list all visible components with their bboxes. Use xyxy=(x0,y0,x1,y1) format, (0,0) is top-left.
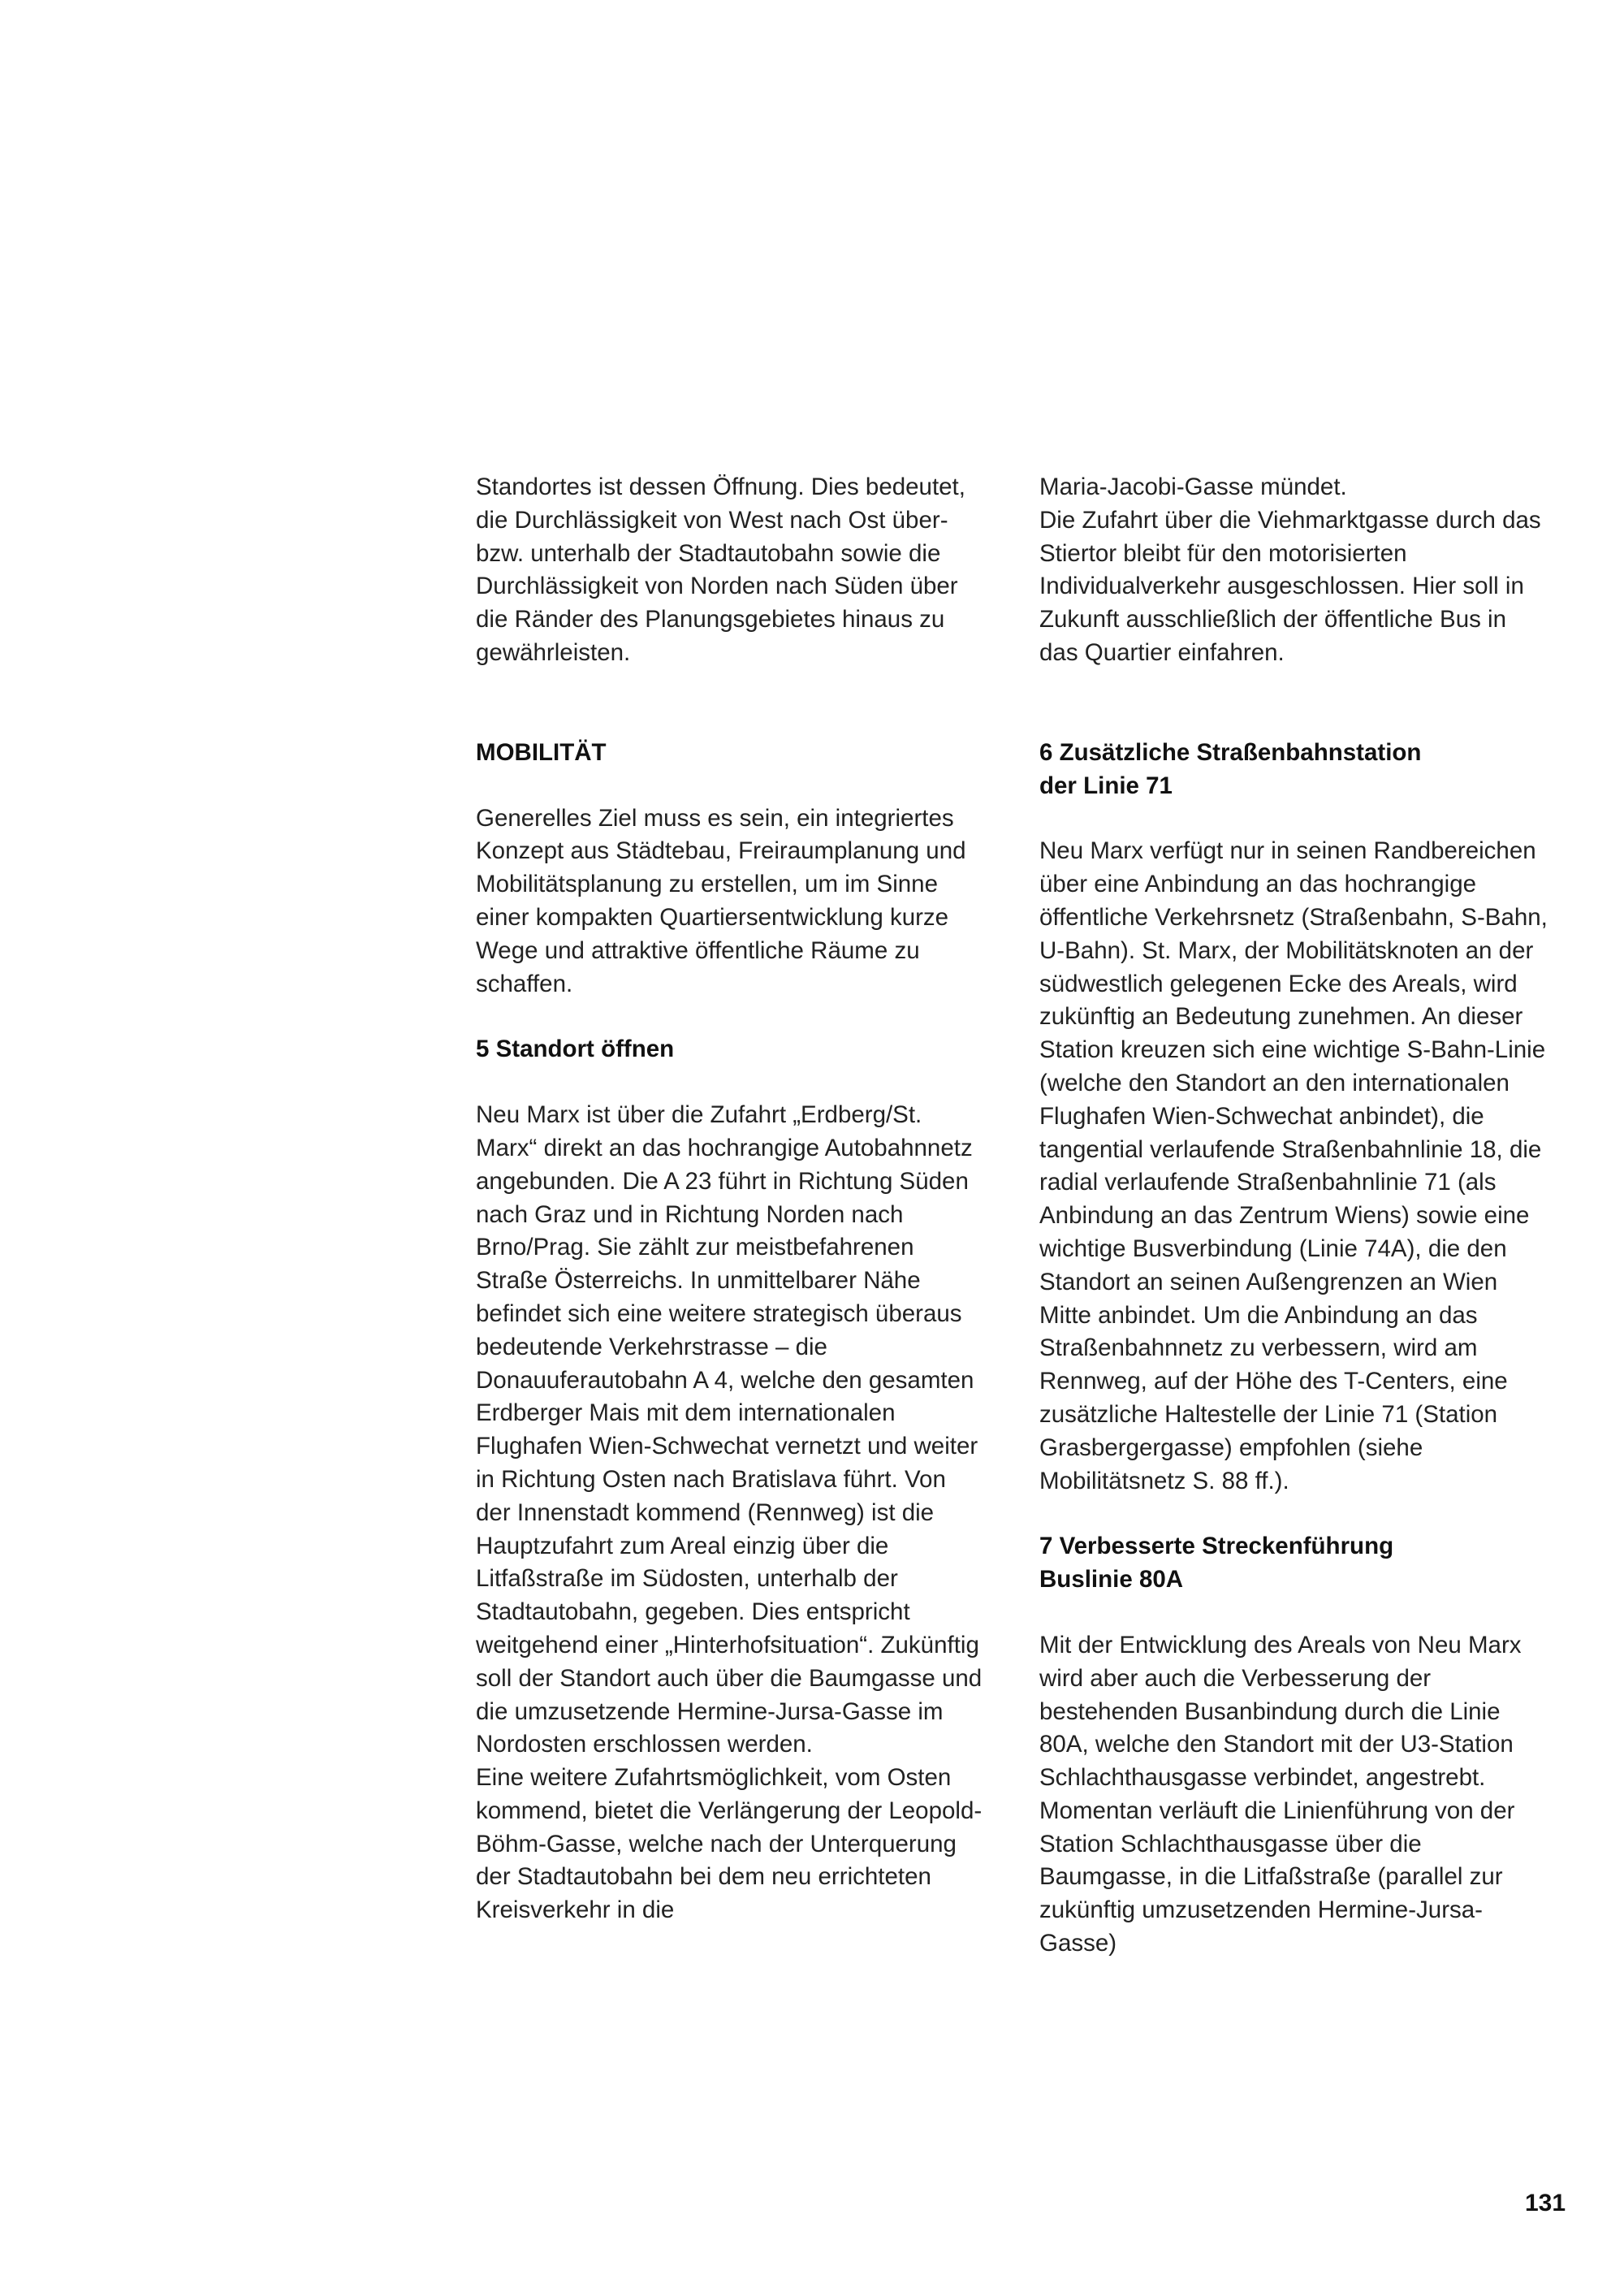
subsection-5-paragraph-1: Neu Marx ist über die Zufahrt „Erdberg/St. Marx“ direkt an das hochrangige Autobahnnetz angebunden. Die A 23 führt in Richtung Süden nach Graz und in Richtung Norden nach Brno/Prag. Sie zählt zur meistbefahrenen Straße Österreichs. In unmittelbarer Nähe befindet sich eine weitere strategisch überaus bedeutende Verkehrstrasse – die Donauuferautobahn A 4, welche den gesamten Erdberger Mais mit dem internationalen Flughafen Wien-Schwechat vernetzt und weiter in Richtung Osten nach Bratislava führt. Von der Innenstadt kommend (Rennweg) ist die Hauptzufahrt zum Areal einzig über die Litfaßstraße im Südosten, unterhalb der Stadtautobahn, gegeben. Dies entspricht weitgehend einer „Hinterhofsituation“. Zukünftig soll der Standort auch über die Baumgasse und die umzusetzende Hermine-Jursa-Gasse im Nordosten erschlossen werden. xyxy=(476,1101,983,1758)
right-column xyxy=(1039,471,1549,1961)
right-intro-paragraph-1: Maria-Jacobi-Gasse mündet. xyxy=(1039,474,1347,500)
page-number: 131 xyxy=(1525,2190,1566,2216)
subsection-7-paragraph: Mit der Entwicklung des Areals von Neu Marx wird aber auch die Verbesserung der bestehenden Busanbindung durch die Linie 80A, welche den Standort mit der U3-Station Schlachthausgasse verbindet, angestrebt. Momentan verläuft die Linienführung von der Station Schlachthausgasse über die Baumgasse, in die Litfaßstraße (parallel zur zukünftig umzusetzenden Hermine-Jursa-Gasse) xyxy=(1039,1631,1522,1957)
section-intro-paragraph: Generelles Ziel muss es sein, ein integriertes Konzept aus Städtebau, Freiraumplanung und Mobilitätsplanung zu erstellen, um im Sinne einer kompakten Quartiersentwicklung kurze Wege und attraktive öffentliche Räume zu schaffen. xyxy=(476,804,966,997)
left-column xyxy=(476,471,986,1927)
subsection-6-paragraph: Neu Marx verfügt nur in seinen Randbereichen über eine Anbindung an das hochrangige öffentliche Verkehrsnetz (Straßenbahn, S-Bahn, U-Bahn). St. Marx, der Mobilitätsknoten an der südwestlich gelegenen Ecke des Areals, wird zukünftig an Bedeutung zunehmen. An dieser Station kreuzen sich eine wichtige S-Bahn-Linie (welche den Standort an den internationalen Flughafen Wien-Schwechat anbindet), die tangential verlaufende Straßenbahnlinie 18, die radial verlaufende Straßenbahnlinie 71 (als Anbindung an das Zentrum Wiens) sowie eine wichtige Busverbindung (Linie 74A), die den Standort an seinen Außengrenzen an Wien Mitte anbindet. Um die Anbindung an das Straßenbahnnetz zu verbessern, wird am Rennweg, auf der Höhe des T-Centers, eine zusätzliche Haltestelle der Linie 71 (Station Grasbergergasse) empfohlen (siehe Mobilitätsnetz S. 88 ff.). xyxy=(1039,837,1548,1494)
subsection-6-heading-line-1: 6 Zusätzliche Straßenbahnstation xyxy=(1039,738,1422,766)
subsection-7-heading-line-1: 7 Verbesserte Streckenführung xyxy=(1039,1533,1394,1560)
left-intro-paragraph: Standortes ist dessen Öffnung. Dies bedeutet, die Durchlässigkeit von West nach Ost über- bzw. unterhalb der Stadtautobahn sowie die Durchlässigkeit von Norden nach Süden über die Ränder des Planungsgebietes hinaus zu gewährleisten. xyxy=(476,474,965,666)
subsection-6-heading xyxy=(1039,737,1549,803)
subsection-5-heading: 5 Standort öffnen xyxy=(476,1036,675,1063)
subsection-7-heading xyxy=(1039,1530,1549,1597)
section-heading-mobilitaet: MOBILITÄT xyxy=(476,738,607,766)
subsection-5-paragraph-2: Eine weitere Zufahrtsmöglichkeit, vom Osten kommend, bietet die Verlängerung der Leopold-Böhm-Gasse, welche nach der Unterquerung der Stadtautobahn bei dem neu errichteten Kreisverkehr in die xyxy=(476,1764,983,1924)
right-intro-paragraph-2: Die Zufahrt über die Viehmarktgasse durch das Stiertor bleibt für den motorisierten Individualverkehr ausgeschlossen. Hier soll in Zukunft ausschließlich der öffentliche Bus in das Quartier einfahren. xyxy=(1039,506,1541,666)
subsection-7-heading-line-2: Buslinie 80A xyxy=(1039,1566,1184,1594)
subsection-6-heading-line-2: der Linie 71 xyxy=(1039,772,1173,799)
